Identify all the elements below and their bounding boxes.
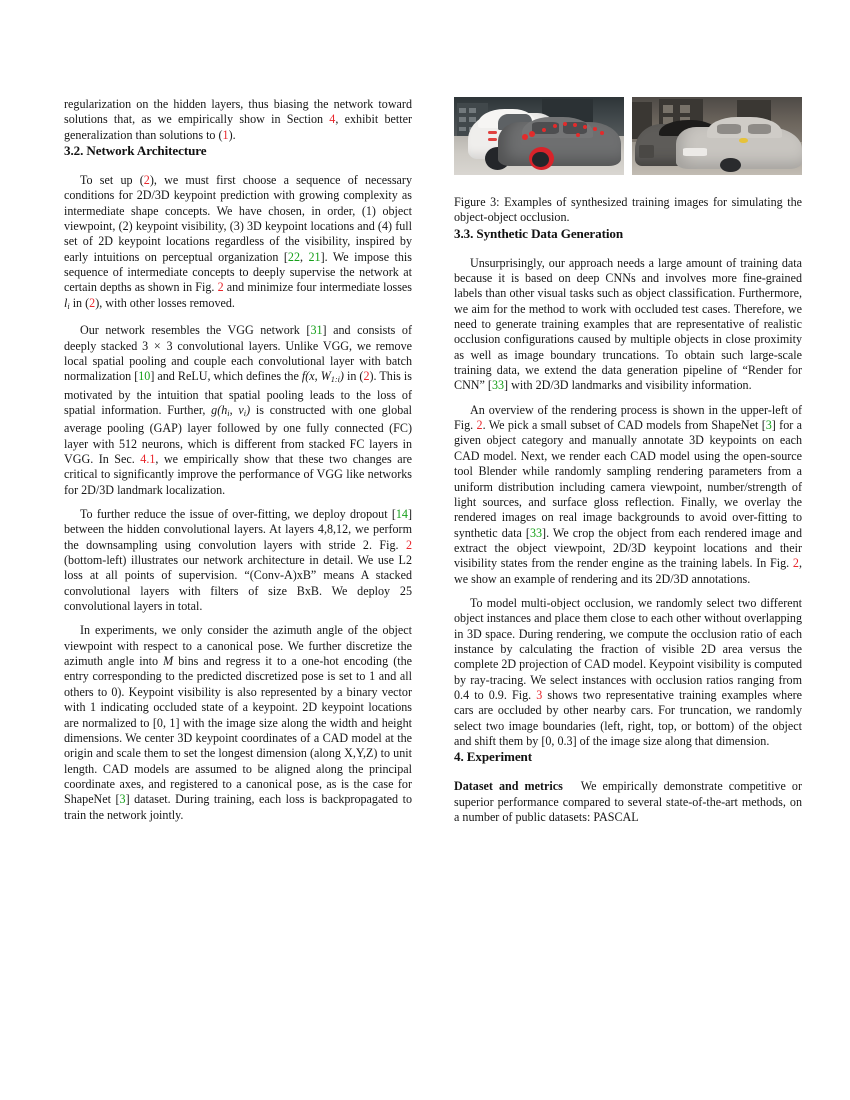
figure-3-caption-text: Examples of synthesized training images for simulating the object-object occlusion. — [454, 195, 802, 225]
figure-3-image-left — [454, 97, 624, 175]
heading-3-2: 3.2. Network Architecture — [64, 143, 207, 159]
figure-3-image-right — [632, 97, 802, 175]
figure-3-caption-label: Figure 3: — [454, 195, 500, 209]
citation-reference[interactable]: 22 — [287, 249, 300, 264]
citation-reference[interactable]: 33 — [529, 525, 543, 540]
math-symbol: M — [163, 654, 174, 669]
paragraph-unsurprisingly: Unsurprisingly, our approach needs a large amount of training data because it is based on deep CNNs and involves more fine-grained labels than other visual tasks such as object classification. Furthermore, we aim for the method to work with occluded test cases. Therefore, we need to generate training examples that are representative of realistic occlusion configurations caused by multiple objects in close proximity as well as image boundary truncations. To obtain such large-scale training data, we extend the data generation pipeline of “Render for CNN” [33] with 2D/3D landmarks and visibility information. — [454, 255, 802, 393]
cross-reference[interactable]: 2 — [217, 280, 224, 295]
citation-reference[interactable]: 3 — [765, 418, 772, 433]
citation-reference[interactable]: 14 — [395, 507, 408, 522]
cross-reference[interactable]: 2 — [405, 537, 412, 552]
paragraph-regularization: regularization on the hidden layers, thus biasing the network toward solutions that, as we empirically show in Section 4, exhibit better generalization than solutions to (1). — [64, 97, 412, 142]
citation-reference[interactable]: 3 — [119, 792, 126, 807]
cross-reference[interactable]: 2 — [476, 418, 483, 433]
cross-reference[interactable]: 2 — [363, 369, 370, 384]
cross-reference[interactable]: 4.1 — [140, 452, 156, 467]
figure-3-caption — [454, 195, 802, 226]
paragraph-vgg: Our network resembles the VGG network [31] and consists of deeply stacked 3 × 3 convolutional layers. Unlike VGG, we remove local spatial pooling and couple each convolutional layer with batch normalization [10] and ReLU, which defines the f(x, $W_{1:i}$) in (2). This is motivated by the intuition that spatial pooling leads to the loss of spatial information. Further, $g(h_i$, $v_i$) is constructed with one global average pooling (GAP) layer followed by one fully connected (FC) layer with 512 neurons, which is different from stacked FC layers in VGG. In Sec. 4.1, we empirically show that these two changes are critical to significantly improve the performance of VGG like networks for 2D/3D landmark localization. — [64, 323, 413, 497]
math-symbol: × — [153, 338, 161, 353]
math-expression: f(x, $W_{1:i}$) — [301, 369, 344, 385]
keypoint-marker — [563, 122, 567, 126]
citation-reference[interactable]: 33 — [491, 378, 505, 393]
car-grille — [683, 148, 707, 156]
right-column — [454, 97, 802, 825]
left-column — [64, 97, 412, 823]
keypoint-marker — [553, 124, 557, 128]
cross-reference[interactable]: 1 — [222, 127, 229, 142]
paragraph-dataset-metrics: Dataset and metrics We empirically demonstrate competitive or superior performance compared to several state-of-the-art methods, on a number of public datasets: PASCAL — [454, 779, 802, 825]
keypoint-marker — [488, 131, 497, 134]
math-symbol: $l_i$ — [64, 295, 70, 311]
paragraph-lead-in: Dataset and metrics — [454, 779, 563, 794]
paragraph-azimuth: In experiments, we only consider the azimuth angle of the object viewpoint with respect to a canonical pose. We further discretize the azimuth angle into M bins and regress it to a one-hot encoding (the entry corresponding to the predicted discretized pose is set to 1 and all others to 0). Keypoint visibility is also represented by a binary vector with 1 indicating occluded state of a keypoint. 2D keypoint locations are normalized to [0, 1] with the image size along the width and height dimensions. We center 3D keypoint coordinates of a CAD model at the origin and scale them to set the longest dimension (along X,Y,Z) to unit length. CAD models are assumed to be aligned along the principal coordinate axes, and registered to a canonical pose, as is the case for ShapeNet [3] dataset. During training, each loss is backpropagated to train the network jointly. — [64, 623, 412, 822]
cross-reference[interactable]: 3 — [536, 687, 543, 702]
citation-reference[interactable]: 21 — [308, 249, 321, 264]
paragraph-multiobject: To model multi-object occlusion, we randomly select two different object instances and place them close to each other without overlapping in 3D space. During rendering, we compute the occlusion ratio of each instance by calculating the fraction of visible 2D area versus the complete 2D projection of CAD model. Keypoint visibility is computed by ray-tracing. We select instances with occlusion ratios ranging from 0.4 to 0.9. Fig. 3 shows two representative training examples where cars are occluded by other nearby cars. For truncation, we randomly select two image boundaries (left, right, top, or bottom) of the object and shift them by [0, 0.3] of the image size along that dimension. — [454, 595, 802, 748]
cross-reference[interactable]: 2 — [792, 556, 799, 571]
two-column-layout — [64, 97, 802, 825]
paragraph-overview: An overview of the rendering process is shown in the upper-left of Fig. 2. We pick a small subset of CAD models from ShapeNet [3] for a given object category and manually annotate 3D keypoints on each CAD model. Next, we render each CAD model using the open-source tool Blender while randomly sampling rendering parameters from a uniform distribution including camera viewpoint, number/strength of light sources, and surface gloss reflection. Finally, we overlay the rendered images on real image backgrounds to avoid over-fitting to synthetic data [33]. We crop the object from each rendered image and extract the object viewpoint, 2D/3D keypoint locations and their visibility states from the render engine as the training labels. In Fig. 2, we show an example of rendering and its 2D/3D annotations. — [454, 402, 802, 586]
math-expression: $g(h_i$, $v_i$) — [211, 402, 251, 418]
cross-reference[interactable]: 2 — [143, 173, 150, 188]
paragraph-dropout: To further reduce the issue of over-fitting, we deploy dropout [14] between the hidden convolutional layers. At layers 4,8,12, we perform the downsampling using convolution layers with stride 2. Fig. 2 (bottom-left) illustrates our network architecture in detail. We use L2 loss at all points of supervision. “(Conv-A)xB” means A stacked convolutional layers with filters of size BxB. We deploy 25 convolutional layers in total. — [64, 507, 412, 614]
figure-3 — [454, 97, 802, 226]
keypoint-marker — [573, 123, 577, 127]
paragraph-setup: To set up (2), we must first choose a sequence of necessary conditions for 2D/3D keypoint prediction with growing complexity as intermediate shape concepts. We have chosen, in order, (1) object viewpoint, (2) keypoint visibility, (3) 3D keypoint locations and (4) full set of 2D keypoint locations regardless of the visibility, inspired by early intuitions on perceptual organization [22, 21]. We impose this sequence of intermediate concepts to deeply supervise the network at certain depths as shown in Fig. 2 and minimize four intermediate losses $l_i$ in (2), with other losses removed. — [64, 173, 412, 311]
figure-3-images — [454, 97, 802, 175]
heading-3-3: 3.3. Synthetic Data Generation — [454, 225, 624, 241]
headlamp — [739, 138, 748, 143]
citation-reference[interactable]: 10 — [138, 369, 151, 384]
cross-reference[interactable]: 2 — [89, 295, 96, 310]
keypoint-marker — [488, 138, 497, 141]
heading-4: 4. Experiment — [454, 749, 532, 765]
cross-reference[interactable]: 4 — [329, 112, 336, 127]
citation-reference[interactable]: 31 — [310, 323, 323, 338]
